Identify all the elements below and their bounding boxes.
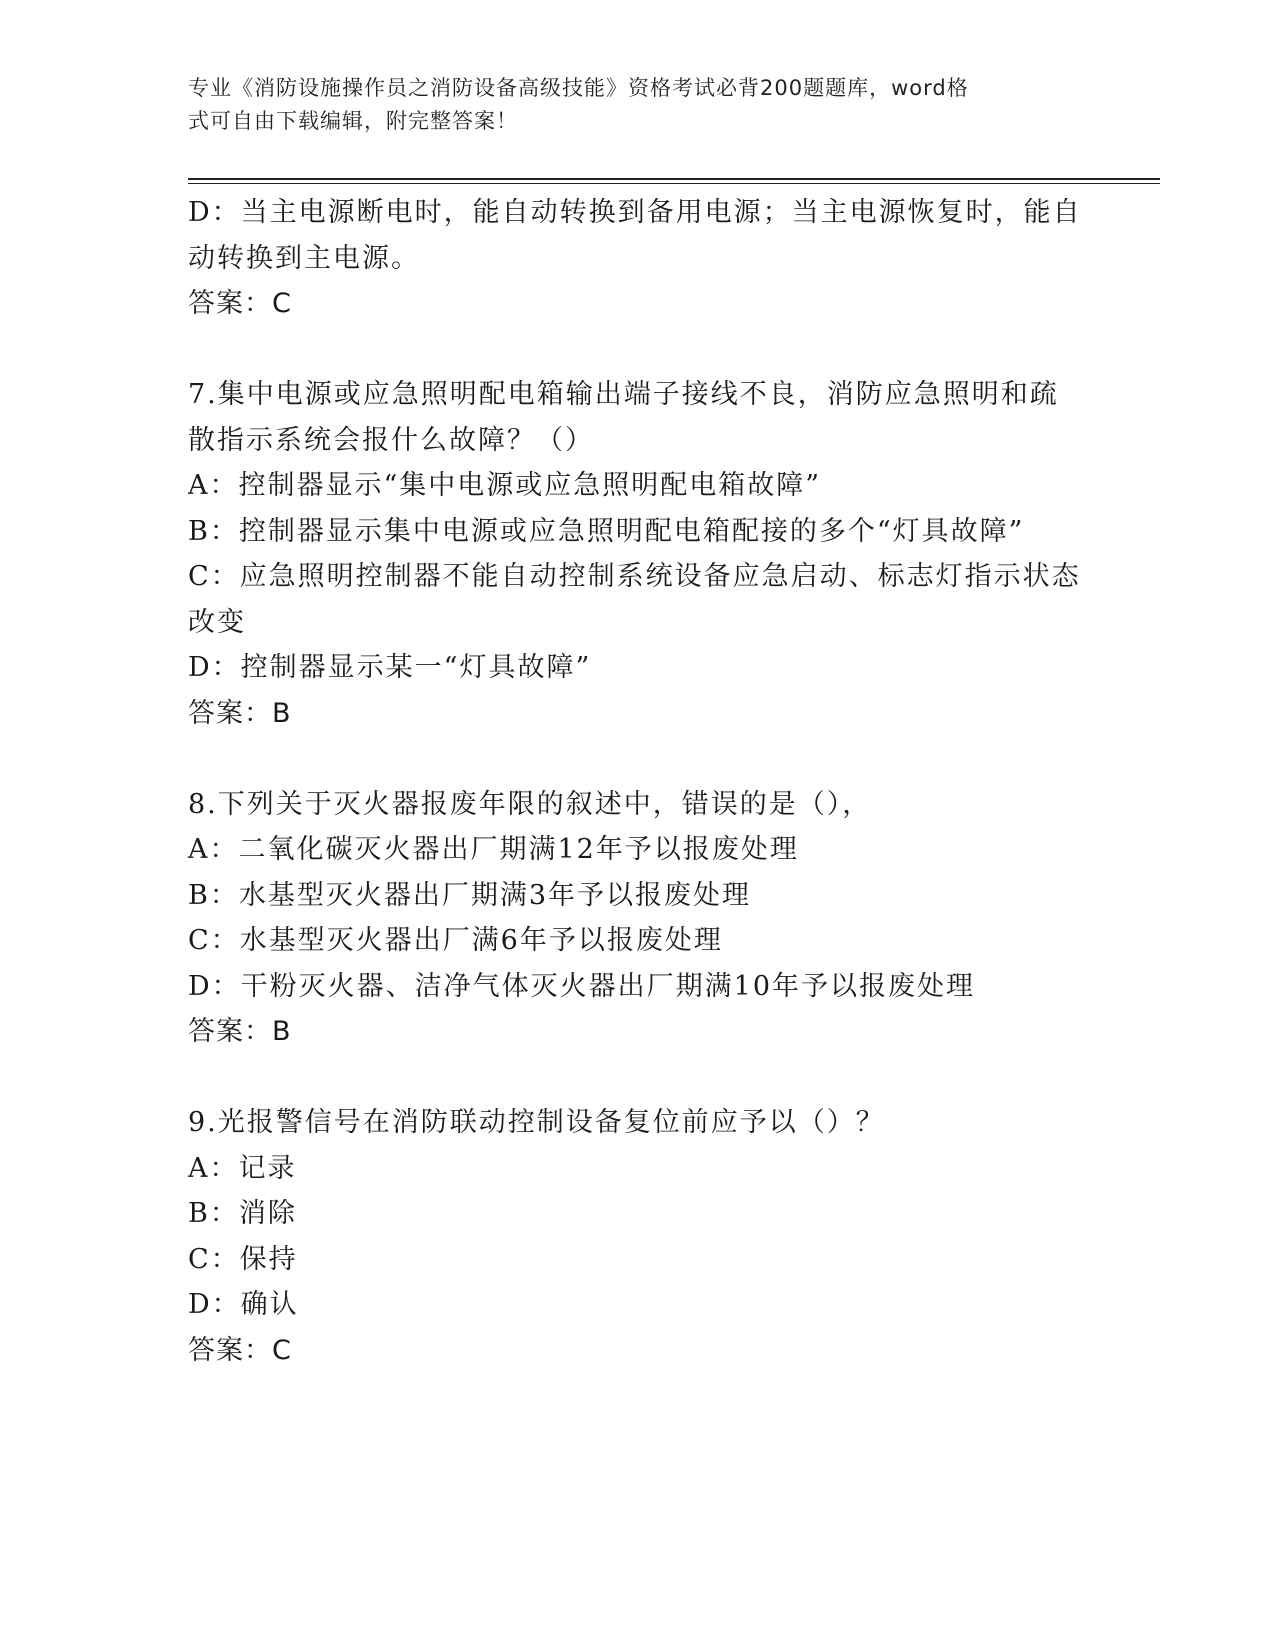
q8-option-b: B：水基型灭火器出厂期满3年予以报废处理 (188, 879, 752, 911)
q9-option-a: A：记录 (188, 1152, 297, 1184)
header-line-2: 式可自由下载编辑，附完整答案！ (188, 109, 518, 133)
q7-option-a: A：控制器显示“集中电源或应急照明配电箱故障” (188, 470, 822, 501)
q7-option-c-line-1: C：应急照明控制器不能自动控制系统设备应急启动、标志灯指示状态 (188, 561, 1081, 592)
question-9 (188, 1100, 1088, 1373)
q7-option-b: B：控制器显示集中电源或应急照明配电箱配接的多个“灯具故障” (188, 515, 1025, 547)
page-header (188, 72, 1068, 138)
q6-option-d-line-1: D：当主电源断电时，能自动转换到备用电源；当主电源恢复时，能自 (188, 197, 1082, 228)
question-7 (188, 372, 1088, 736)
header-divider-thin (188, 183, 1160, 184)
header-divider-thick (188, 178, 1160, 180)
q9-answer: 答案：C (188, 1334, 292, 1366)
q8-option-d: D：干粉灭火器、洁净气体灭火器出厂期满10年予以报废处理 (188, 970, 976, 1002)
q7-stem-line-2: 散指示系统会报什么故障？（） (188, 424, 594, 456)
q9-stem: 9.光报警信号在消防联动控制设备复位前应予以（）？ (188, 1107, 885, 1138)
q9-option-c: C：保持 (188, 1243, 298, 1275)
q7-option-d: D：控制器显示某一“灯具故障” (188, 652, 592, 683)
q8-answer: 答案：B (188, 1016, 292, 1047)
question-6-tail (188, 190, 1088, 327)
question-content (188, 190, 1088, 1373)
header-line-1: 专业《消防设施操作员之消防设备高级技能》资格考试必背200题题库，word格 (188, 76, 969, 100)
q8-stem: 8.下列关于灭火器报废年限的叙述中，错误的是（）， (188, 788, 872, 820)
question-8 (188, 782, 1088, 1055)
q6-answer: 答案：C (188, 288, 292, 319)
q9-option-b: B：消除 (188, 1198, 297, 1229)
q7-answer: 答案：B (188, 697, 292, 729)
q7-stem-line-1: 7.集中电源或应急照明配电箱输出端子接线不良，消防应急照明和疏 (188, 379, 1059, 410)
q7-option-c-line-2: 改变 (188, 606, 246, 638)
q8-option-a: A：二氧化碳灭火器出厂期满12年予以报废处理 (188, 834, 799, 865)
q6-option-d-line-2: 动转换到主电源。 (188, 242, 420, 274)
q8-option-c: C：水基型灭火器出厂满6年予以报废处理 (188, 925, 723, 956)
q9-option-d: D：确认 (188, 1289, 299, 1320)
